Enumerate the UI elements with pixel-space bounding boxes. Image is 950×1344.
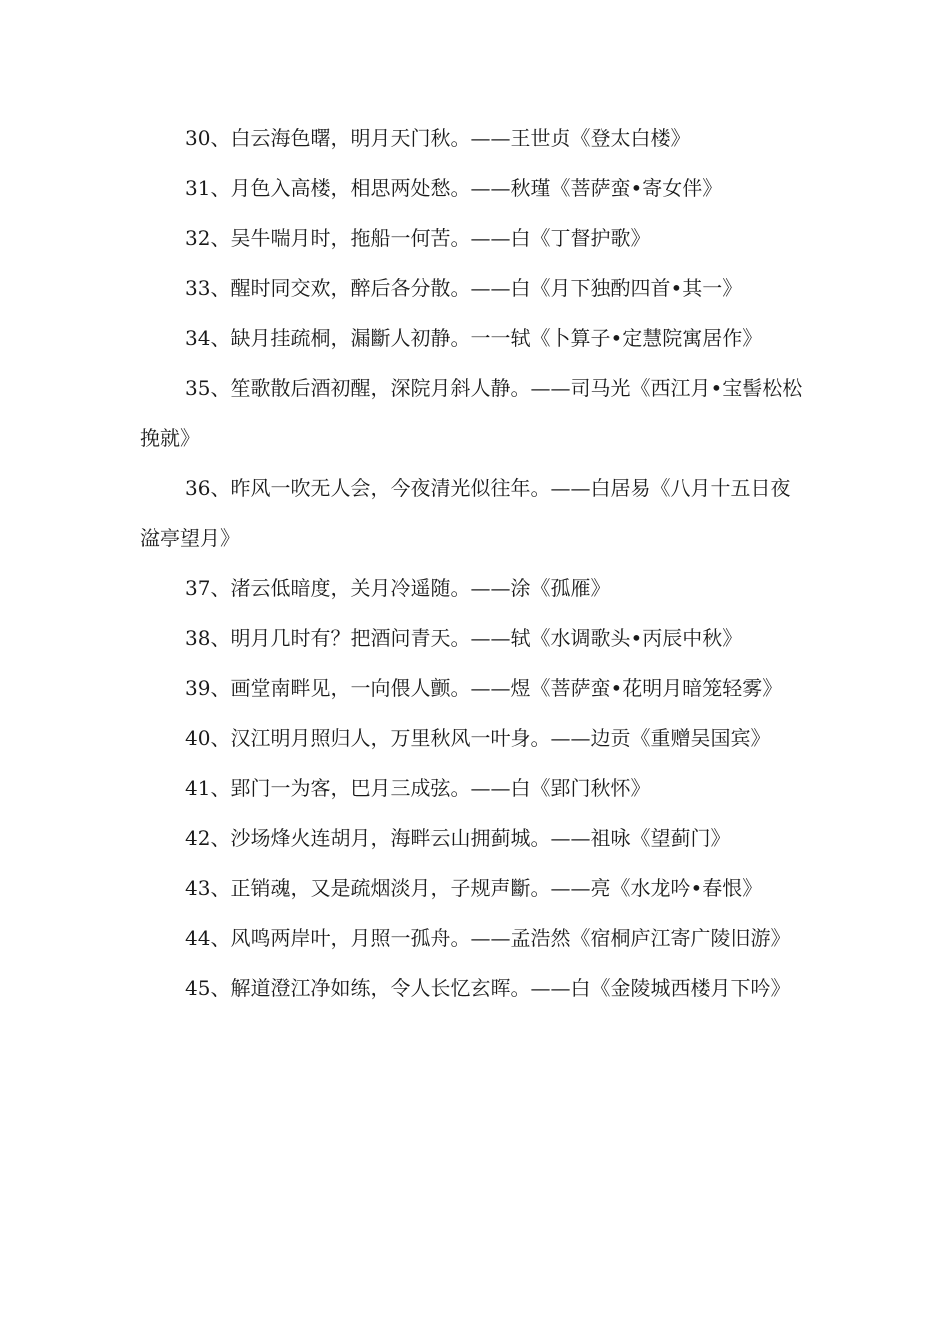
document-body [140,113,810,1013]
list-item: 33、醒时同交欢，醉后各分散。——白《月下独酌四首•其一》 [185,276,743,300]
list-item: 40、汉江明月照归人，万里秋风一叶身。——边贡《重赠吴国宾》 [185,726,771,750]
list-item: 42、沙场烽火连胡月，海畔云山拥蓟城。——祖咏《望蓟门》 [185,826,731,850]
list-item: 45、解道澄江净如练，令人长忆玄晖。——白《金陵城西楼月下吟》 [185,976,791,1000]
list-item: 43、正销魂，又是疏烟淡月，子规声斷。——亮《水龙吟•春恨》 [185,876,763,900]
list-item: 37、渚云低暗度，关月冷遥随。——涂《孤雁》 [185,576,611,600]
list-item: 39、画堂南畔见，一向偎人颤。——煜《菩萨蛮•花明月暗笼轻雾》 [185,676,783,700]
list-item: 31、月色入高楼，相思两处愁。——秋瑾《菩萨蛮•寄女伴》 [185,176,723,200]
list-item: 32、吴牛喘月时，拖船一何苦。——白《丁督护歌》 [185,226,651,250]
list-item: 38、明月几时有？把酒问青天。——轼《水调歌头•丙辰中秋》 [185,626,743,650]
list-item: 34、缺月挂疏桐，漏斷人初静。一一轼《卜算子•定慧院寓居作》 [185,326,763,350]
list-item: 36、昨风一吹无人会，今夜清光似往年。——白居易《八月十五日夜湓亭望月》 [140,476,791,550]
list-item: 44、风鸣两岸叶，月照一孤舟。——孟浩然《宿桐庐江寄广陵旧游》 [185,926,791,950]
list-item: 35、笙歌散后酒初醒，深院月斜人静。——司马光《西江月•宝髻松松挽就》 [140,376,803,450]
list-item: 30、白云海色曙，明月天门秋。——王世贞《登太白楼》 [185,126,691,150]
list-item: 41、郢门一为客，巴月三成弦。——白《郢门秋怀》 [185,776,651,800]
